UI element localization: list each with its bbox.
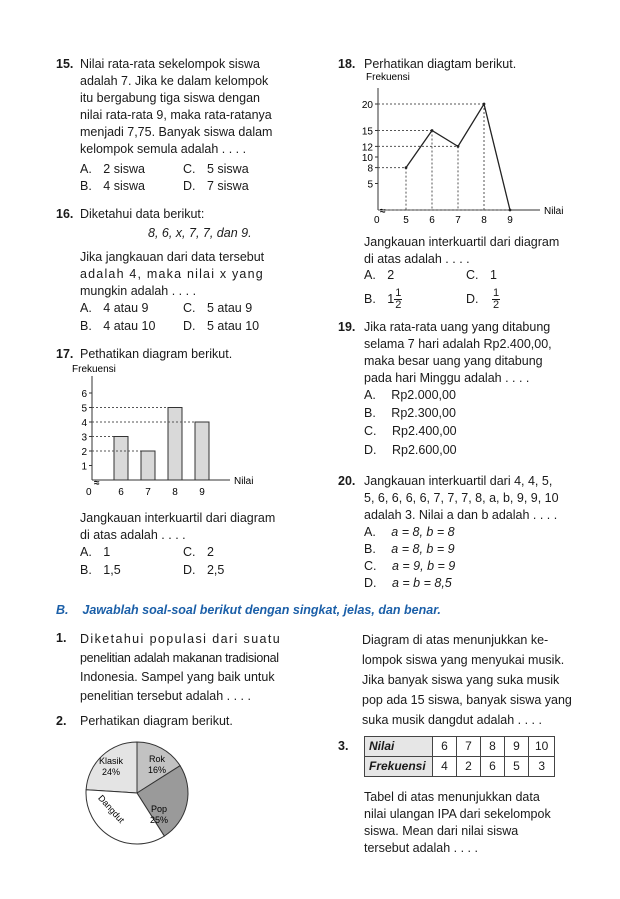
x-tick-label: 5 — [403, 215, 409, 226]
option-a[interactable]: A. 2 — [364, 268, 395, 282]
text-line: Nilai rata-rata sekelompok siswa — [80, 57, 260, 71]
bar — [114, 437, 128, 481]
option-a[interactable]: A. a = 8, b = 8 — [364, 525, 455, 539]
question-text — [80, 510, 320, 544]
axis-break-mark: ≈ — [94, 478, 100, 489]
text-line: suka musik dangdut adalah . . . . — [362, 713, 542, 727]
text-line: Indonesia. Sampel yang baik untuk — [80, 670, 275, 684]
question-intro: Diketahui data berikut: — [80, 207, 205, 221]
table-cell: 9 — [505, 737, 529, 757]
y-tick-label: 5 — [81, 403, 87, 415]
question-number: 19. — [338, 320, 356, 334]
option-a[interactable]: A. Rp2.000,00 — [364, 388, 456, 402]
option-c[interactable]: C. 5 atau 9 — [183, 301, 253, 315]
option-d[interactable]: D. 7 siswa — [183, 179, 249, 193]
origin-label: 0 — [374, 215, 380, 226]
option-d[interactable]: D. a = b = 8,5 — [364, 576, 452, 590]
data-point — [483, 103, 486, 106]
option-c[interactable]: C. 1 — [466, 268, 497, 282]
bar-chart — [70, 362, 270, 502]
text-line: maka besar uang yang ditabung — [364, 354, 543, 368]
section-heading: B. Jawablah soal-soal berikut dengan singkat, jelas, dan benar. — [56, 603, 441, 617]
text-line: Jika jangkauan dari data tersebut — [80, 250, 265, 264]
option-c[interactable]: C. a = 9, b = 9 — [364, 559, 456, 573]
x-tick-label: 8 — [481, 215, 487, 226]
text-line: di atas adalah . . . . — [364, 252, 470, 266]
question-number: 18. — [338, 57, 356, 71]
y-tick-label: 12 — [361, 142, 373, 154]
fraction: $\frac{1}{2}$ — [395, 287, 402, 311]
text-line: nilai ulangan IPA dari sekelompok — [364, 807, 551, 821]
axis-break-mark: ≈ — [380, 206, 386, 217]
y-tick-label: 8 — [367, 163, 373, 175]
text-line: 5, 6, 6, 6, 6, 7, 7, 7, 8, a, b, 9, 9, 10 — [364, 491, 559, 505]
table-cell: 6 — [481, 757, 505, 777]
text-line: Diketahui populasi dari suatu — [80, 632, 282, 646]
series-line — [406, 104, 510, 210]
y-tick-label: 20 — [361, 100, 373, 111]
option-b[interactable]: B. 1,5 — [80, 563, 121, 577]
slice-label: Pop — [150, 804, 168, 814]
text-line: Jika banyak siswa yang suka musik — [362, 673, 560, 687]
option-b[interactable]: B. 4 atau 10 — [80, 319, 156, 333]
table-cell: 4 — [433, 757, 457, 777]
question-number: 20. — [338, 474, 356, 488]
table-row — [365, 737, 555, 757]
y-tick-label: 3 — [81, 432, 87, 444]
fraction: $\frac{1}{2}$ — [492, 287, 500, 311]
table-cell: 6 — [433, 737, 457, 757]
x-tick-label: 7 — [145, 487, 151, 498]
x-tick-label: 7 — [455, 215, 461, 226]
option-b[interactable]: B. 1 $\frac{1}{2}$ — [364, 287, 402, 311]
table-row — [365, 757, 555, 777]
option-d[interactable]: D. 2,5 — [183, 563, 225, 577]
option-d[interactable]: D. Rp2.600,00 — [364, 443, 457, 457]
table-cell: 2 — [457, 757, 481, 777]
text-line: itu bergabung tiga siswa dengan — [80, 91, 260, 105]
question-intro: Perhatikan diagtam berikut. — [364, 57, 517, 71]
x-tick-label: 9 — [199, 487, 205, 498]
text-line: di atas adalah . . . . — [80, 528, 186, 542]
y-tick-label: 4 — [81, 418, 87, 429]
bar — [168, 408, 182, 481]
text-line: penelitian tersebut adalah . . . . — [80, 689, 251, 703]
slice-value: 24% — [101, 767, 121, 777]
table-header-cell: Nilai — [365, 737, 433, 757]
question-intro: Perhatikan diagram berikut. — [80, 714, 233, 728]
text-line: adalah 4, maka nilai x yang — [80, 267, 264, 281]
table-cell: 10 — [529, 737, 555, 757]
option-b[interactable]: B. 4 siswa — [80, 179, 145, 193]
text-line: nilai rata-rata 9, maka rata-ratanya — [80, 108, 272, 122]
option-a[interactable]: A. 4 atau 9 — [80, 301, 149, 315]
option-b[interactable]: B. a = 8, b = 9 — [364, 542, 455, 556]
option-c[interactable]: C. 2 — [183, 545, 214, 559]
option-d[interactable]: D. 5 atau 10 — [183, 319, 260, 333]
question-number: 16. — [56, 207, 74, 221]
y-tick-label: 6 — [81, 389, 87, 400]
question-intro: Pethatikan diagram berikut. — [80, 347, 233, 361]
text-line: adalah 7. Jika ke dalam kelompok — [80, 74, 269, 88]
option-c[interactable]: C. Rp2.400,00 — [364, 424, 457, 438]
text-line: kelompok semula adalah . . . . — [80, 142, 247, 156]
text-line: adalah 3. Nilai a dan b adalah . . . . — [364, 508, 558, 522]
option-c[interactable]: C. 5 siswa — [183, 162, 249, 176]
y-tick-label: 10 — [361, 153, 373, 164]
text-line: selama 7 hari adalah Rp2.400,00, — [364, 337, 552, 351]
text-line: pop ada 15 siswa, banyak siswa yang — [362, 693, 572, 707]
text-line: pada hari Minggu adalah . . . . — [364, 371, 530, 385]
question-text — [80, 249, 320, 300]
question-number: 2. — [56, 714, 67, 728]
text-line: tersebut adalah . . . . — [364, 841, 478, 855]
x-tick-label: 9 — [507, 215, 513, 226]
question-b3-text — [364, 789, 609, 857]
question-text — [364, 319, 604, 387]
text-line: siswa. Mean dari nilai siswa — [364, 824, 519, 838]
data-point — [509, 209, 512, 212]
slice-label: Dangdut — [96, 793, 127, 825]
y-tick-label: 2 — [81, 447, 87, 458]
question-number: 17. — [56, 347, 74, 361]
x-axis-label: Nilai — [234, 476, 254, 487]
option-a[interactable]: A. 1 — [80, 545, 111, 559]
question-number: 15. — [56, 57, 74, 71]
data-point — [457, 145, 460, 148]
text-line: mungkin adalah . . . . — [80, 284, 197, 298]
table-cell: 3 — [529, 757, 555, 777]
option-b[interactable]: B. Rp2.300,00 — [364, 406, 456, 420]
question-text — [364, 473, 608, 524]
question-b2-continued — [362, 630, 607, 730]
text-line: menjadi 7,75. Banyak siswa dalam — [80, 125, 273, 139]
option-a[interactable]: A. 2 siswa — [80, 162, 145, 176]
data-table — [364, 736, 555, 777]
x-axis-label: Nilai — [544, 206, 564, 217]
origin-label: 0 — [86, 487, 92, 498]
y-axis-label: Frekuensi — [72, 364, 116, 375]
table-cell: 8 — [481, 737, 505, 757]
slice-label: Rok — [148, 754, 166, 764]
text-line: Jangkauan interkuartil dari diagram — [364, 235, 560, 249]
text-line: Diagram di atas menunjukkan ke- — [362, 633, 549, 647]
text-line: penelitian adalah makanan tradisional — [80, 651, 279, 665]
question-text — [364, 234, 604, 268]
question-text — [80, 56, 320, 158]
slice-value: 16% — [147, 765, 167, 775]
question-text — [80, 630, 325, 706]
text-line: lompok siswa yang menyukai musik. — [362, 653, 565, 667]
pie-chart — [82, 738, 192, 848]
text-line: Tabel di atas menunjukkan data — [364, 790, 540, 804]
y-tick-label: 5 — [367, 179, 373, 191]
x-tick-label: 8 — [172, 487, 178, 498]
x-tick-label: 6 — [118, 487, 124, 498]
question-number: 3. — [338, 739, 349, 753]
text-line: Jangkauan interkuartil dari 4, 4, 5, — [364, 474, 553, 488]
data-list: 8, 6, x, 7, 7, dan 9. — [148, 226, 252, 240]
question-number: 1. — [56, 631, 67, 645]
slice-label: Klasik — [98, 756, 124, 766]
option-d[interactable]: D. $\frac{1}{2}$ — [466, 287, 500, 311]
bar — [195, 422, 209, 480]
table-cell: 7 — [457, 737, 481, 757]
line-chart — [352, 70, 582, 232]
x-tick-label: 6 — [429, 215, 435, 226]
text-line: Jangkauan interkuartil dari diagram — [80, 511, 276, 525]
table-header-cell: Frekuensi — [365, 757, 433, 777]
text-line: Jika rata-rata uang yang ditabung — [364, 320, 551, 334]
y-axis-label: Frekuensi — [366, 72, 410, 83]
bar — [141, 451, 155, 480]
slice-value: 25% — [149, 815, 169, 825]
y-tick-label: 15 — [361, 126, 373, 138]
data-point — [405, 166, 408, 169]
y-tick-label: 1 — [81, 461, 87, 473]
data-point — [431, 129, 434, 132]
table-cell: 5 — [505, 757, 529, 777]
